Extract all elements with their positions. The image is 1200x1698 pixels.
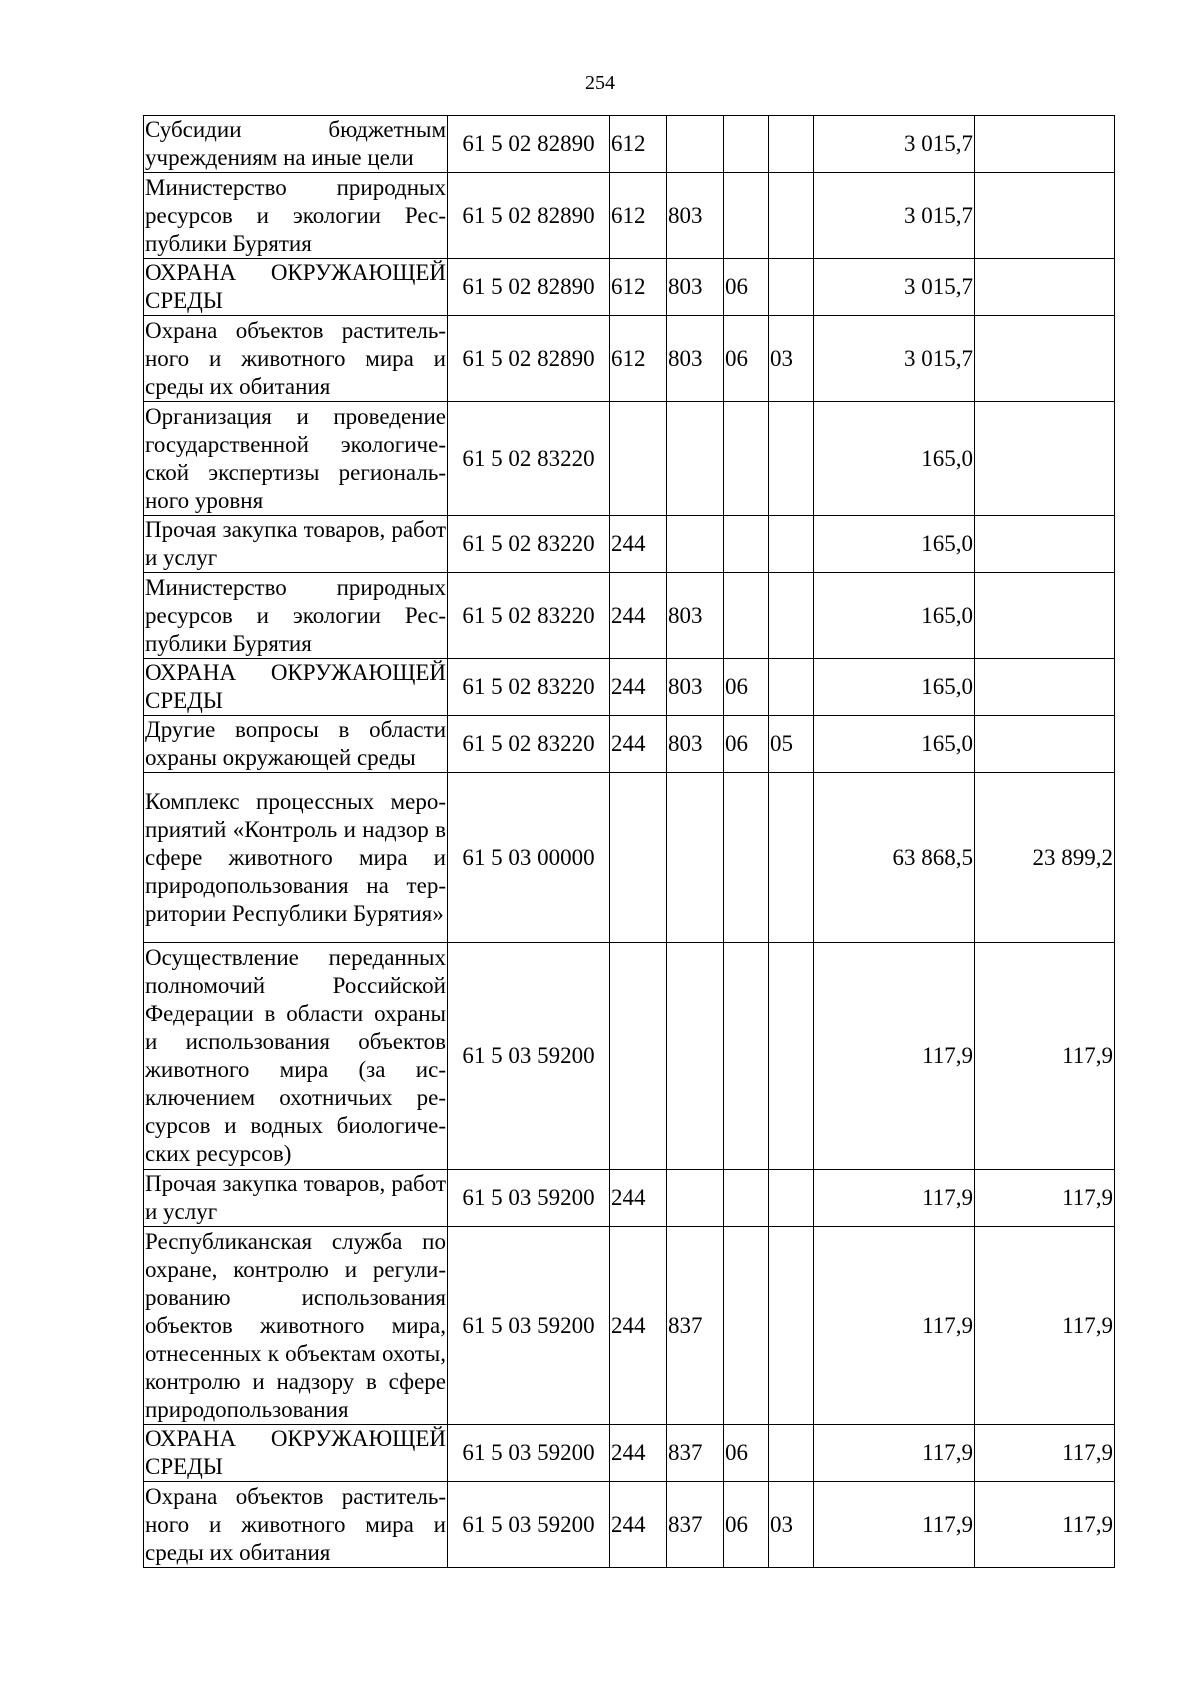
row-description: Организация и проведение государственной экологической экспертизы регионального уровня [144,402,448,516]
target-article-code: 61 5 03 59200 [448,1425,610,1482]
amount-second: 117,9 [975,1170,1115,1227]
row-description: Охрана объектов растительного и животного мира и среды их обитания [144,316,448,402]
amount-first: 3 015,7 [814,259,975,316]
ministry-code [667,116,724,173]
section-code: 06 [724,659,769,716]
amount-second [975,573,1115,659]
subsection-code [769,116,814,173]
expense-type-code [610,943,667,1170]
section-code [724,516,769,573]
target-article-code: 61 5 02 82890 [448,316,610,402]
table-body [144,116,1115,1568]
table-row [144,316,1115,402]
amount-second: 23 899,2 [975,773,1115,943]
row-description: Министерство природных ресурсов и экологии Республики Бурятия [144,573,448,659]
amount-second [975,259,1115,316]
table-row [144,259,1115,316]
amount-first: 117,9 [814,1482,975,1568]
amount-first: 165,0 [814,573,975,659]
section-code: 06 [724,1425,769,1482]
section-code [724,116,769,173]
amount-first: 117,9 [814,1425,975,1482]
ministry-code: 803 [667,573,724,659]
subsection-code: 05 [769,716,814,773]
table-row [144,1170,1115,1227]
amount-first: 117,9 [814,943,975,1170]
subsection-code [769,1227,814,1425]
expense-type-code: 244 [610,1482,667,1568]
ministry-code [667,516,724,573]
ministry-code [667,402,724,516]
ministry-code [667,1170,724,1227]
amount-second [975,116,1115,173]
table-row [144,1227,1115,1425]
section-code: 06 [724,316,769,402]
subsection-code [769,773,814,943]
subsection-code [769,173,814,259]
section-code: 06 [724,1482,769,1568]
table-row [144,1482,1115,1568]
subsection-code [769,573,814,659]
target-article-code: 61 5 02 83220 [448,402,610,516]
table-row [144,516,1115,573]
subsection-code: 03 [769,1482,814,1568]
row-description: Другие вопросы в области охраны окружающей среды [144,716,448,773]
subsection-code [769,943,814,1170]
row-description: Министерство природных ресурсов и экологии Республики Бурятия [144,173,448,259]
target-article-code: 61 5 03 59200 [448,1170,610,1227]
section-code [724,773,769,943]
table-row [144,716,1115,773]
section-code [724,173,769,259]
subsection-code [769,259,814,316]
ministry-code: 837 [667,1425,724,1482]
table-row [144,773,1115,943]
section-code [724,573,769,659]
target-article-code: 61 5 02 82890 [448,259,610,316]
expense-type-code: 244 [610,659,667,716]
row-description: ОХРАНА ОКРУЖАЮЩЕЙ СРЕДЫ [144,659,448,716]
row-description: Республиканская служба по охране, контролю и регулированию использования объектов животного мира, отнесенных к объектам охоты, контролю и надзору в сфере природопользования [144,1227,448,1425]
ministry-code [667,773,724,943]
expense-type-code: 612 [610,316,667,402]
expense-type-code: 244 [610,1425,667,1482]
amount-first: 165,0 [814,659,975,716]
table-row [144,1425,1115,1482]
subsection-code [769,1170,814,1227]
table-row [144,116,1115,173]
budget-table [143,115,1115,1568]
expense-type-code: 612 [610,259,667,316]
expense-type-code: 244 [610,1227,667,1425]
section-code [724,943,769,1170]
target-article-code: 61 5 02 82890 [448,116,610,173]
target-article-code: 61 5 02 83220 [448,716,610,773]
subsection-code: 03 [769,316,814,402]
table-row [144,573,1115,659]
target-article-code: 61 5 03 59200 [448,943,610,1170]
subsection-code [769,1425,814,1482]
ministry-code: 803 [667,316,724,402]
expense-type-code [610,402,667,516]
row-description: ОХРАНА ОКРУЖАЮЩЕЙ СРЕДЫ [144,259,448,316]
target-article-code: 61 5 03 59200 [448,1482,610,1568]
amount-first: 63 868,5 [814,773,975,943]
amount-second [975,402,1115,516]
expense-type-code: 244 [610,1170,667,1227]
expense-type-code: 244 [610,516,667,573]
amount-second: 117,9 [975,943,1115,1170]
target-article-code: 61 5 03 00000 [448,773,610,943]
section-code: 06 [724,259,769,316]
table-row [144,173,1115,259]
section-code [724,1227,769,1425]
row-description: Прочая закупка товаров, работ и услуг [144,516,448,573]
amount-first: 3 015,7 [814,173,975,259]
expense-type-code: 244 [610,716,667,773]
target-article-code: 61 5 02 83220 [448,659,610,716]
target-article-code: 61 5 02 82890 [448,173,610,259]
row-description: Охрана объектов растительного и животного мира и среды их обитания [144,1482,448,1568]
amount-second: 117,9 [975,1227,1115,1425]
row-description: Субсидии бюджетным учреждениям на иные цели [144,116,448,173]
ministry-code: 837 [667,1482,724,1568]
ministry-code: 803 [667,173,724,259]
section-code [724,1170,769,1227]
ministry-code: 803 [667,659,724,716]
amount-second: 117,9 [975,1425,1115,1482]
amount-first: 165,0 [814,402,975,516]
section-code [724,402,769,516]
amount-first: 165,0 [814,716,975,773]
amount-second [975,716,1115,773]
target-article-code: 61 5 02 83220 [448,516,610,573]
subsection-code [769,516,814,573]
expense-type-code: 244 [610,573,667,659]
ministry-code: 837 [667,1227,724,1425]
expense-type-code: 612 [610,173,667,259]
ministry-code: 803 [667,259,724,316]
ministry-code: 803 [667,716,724,773]
amount-second: 117,9 [975,1482,1115,1568]
amount-second [975,173,1115,259]
row-description: Прочая закупка товаров, работ и услуг [144,1170,448,1227]
section-code: 06 [724,716,769,773]
amount-second [975,659,1115,716]
table-row [144,659,1115,716]
table-row [144,943,1115,1170]
row-description: Осуществление переданных полномочий Российской Федерации в области охраны и использования объектов животного мира (за исключением охотничьих ресурсов и водных биологических ресурсов) [144,943,448,1170]
amount-first: 165,0 [814,516,975,573]
target-article-code: 61 5 02 83220 [448,573,610,659]
amount-first: 117,9 [814,1170,975,1227]
amount-first: 117,9 [814,1227,975,1425]
page-number: 254 [585,72,615,94]
expense-type-code [610,773,667,943]
expense-type-code: 612 [610,116,667,173]
subsection-code [769,402,814,516]
subsection-code [769,659,814,716]
amount-first: 3 015,7 [814,116,975,173]
target-article-code: 61 5 03 59200 [448,1227,610,1425]
amount-second [975,516,1115,573]
row-description: Комплекс процессных мероприятий «Контроль и надзор в сфере животного мира и природопользования на территории Республики Бурятия» [144,773,448,943]
table-row [144,402,1115,516]
row-description: ОХРАНА ОКРУЖАЮЩЕЙ СРЕДЫ [144,1425,448,1482]
ministry-code [667,943,724,1170]
amount-first: 3 015,7 [814,316,975,402]
amount-second [975,316,1115,402]
